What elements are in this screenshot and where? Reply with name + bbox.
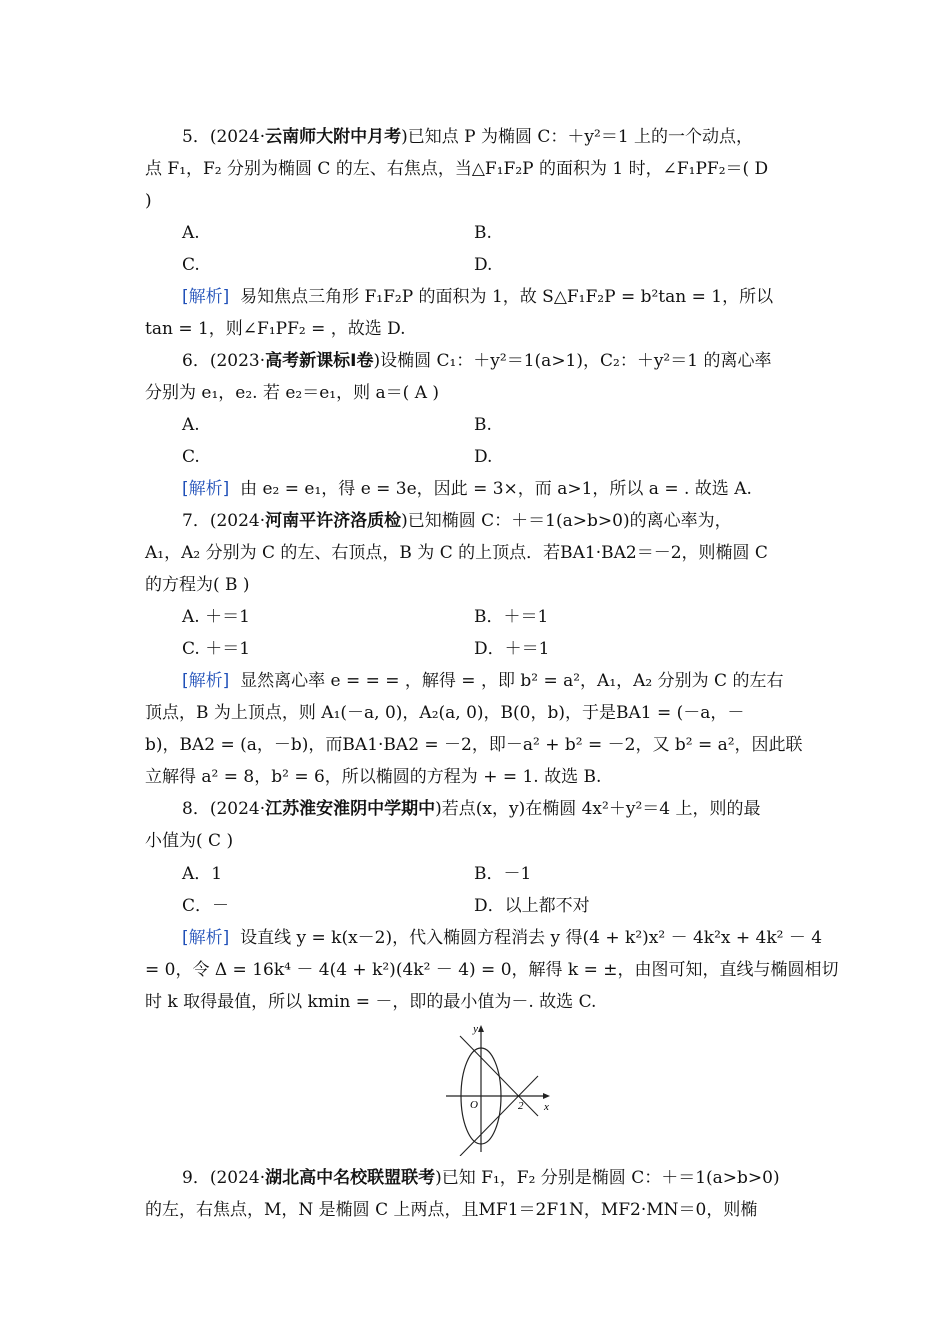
q7-solution-label: [解析] — [182, 671, 230, 691]
q5-stem-text: )已知点 P 为椭圆 C：＋y²＝1 上的一个动点， — [401, 127, 754, 147]
q7-option-d: D．＋＝1 — [474, 639, 550, 659]
q8-option-b: B．－1 — [474, 864, 532, 884]
q8-stem-line-2: 小值为( C ) — [145, 831, 234, 851]
q7-option-b: B．＋＝1 — [474, 607, 549, 627]
q6-stem-line-2: 分别为 e₁，e₂. 若 e₂＝e₁，则 a＝( A ) — [145, 383, 440, 403]
q7-number: 7．(2024· — [182, 511, 266, 531]
q8-number: 8．(2024· — [182, 799, 266, 819]
q9-stem-line-2: 的左，右焦点，M，N 是椭圆 C 上两点，且MF1＝2F1N，MF2·MN＝0，则椭 — [145, 1200, 758, 1220]
q9-stem-text: )已知 F₁，F₂ 分别是椭圆 C：＋＝1(a>b>0) — [435, 1168, 780, 1188]
x-axis-arrow-icon — [543, 1093, 550, 1099]
q5-source: 云南师大附中月考 — [265, 127, 402, 147]
y-axis-arrow-icon — [478, 1025, 484, 1032]
q8-source: 江苏淮安淮阴中学期中 — [265, 799, 436, 819]
q7-source: 河南平许济洛质检 — [265, 511, 402, 531]
q6-solution-line-1 — [182, 478, 847, 500]
q6-solution-text: 由 e₂ = e₁，得 e = 3e，因此 = 3×，而 a>1，所以 a = . 故选 A. — [240, 479, 752, 499]
q9-stem-line-1 — [182, 1167, 847, 1189]
q6-option-a: A. — [182, 415, 200, 435]
q9-number: 9．(2024· — [182, 1168, 266, 1188]
q5-solution-text: 易知焦点三角形 F₁F₂P 的面积为 1，故 S△F₁F₂P = b²tan = 1，所以 — [240, 287, 774, 307]
q5-stem-line-3: ) — [145, 191, 152, 211]
q8-solution-text: 设直线 y = k(x－2)，代入椭圆方程消去 y 得(4 + k²)x² － 4k²x + 4k² － 4 — [240, 928, 823, 948]
q5-option-a: A. — [182, 223, 200, 243]
q9-source: 湖北高中名校联盟联考 — [265, 1168, 436, 1188]
q6-option-d: D. — [474, 447, 493, 467]
q7-option-a: A. ＋＝1 — [182, 607, 250, 627]
q5-solution-label: [解析] — [182, 287, 230, 307]
q7-stem-line-1 — [182, 510, 847, 532]
q5-number: 5．(2024· — [182, 127, 266, 147]
q7-solution-line-4: 立解得 a² = 8，b² = 6，所以椭圆的方程为 + = 1. 故选 B. — [145, 767, 602, 787]
q6-option-c: C. — [182, 447, 200, 467]
q8-solution-line-1 — [182, 927, 847, 949]
origin-label: O — [470, 1099, 478, 1111]
q7-option-c: C. ＋＝1 — [182, 639, 251, 659]
q8-option-a: A．1 — [182, 864, 223, 884]
q7-solution-line-2: 顶点，B 为上顶点，则 A₁(－a, 0)，A₂(a, 0)，B(0，b)，于是BA1 = (－a，－ — [145, 703, 745, 723]
q8-solution-line-3: 时 k 取得最值，所以 kmin = －，即的最小值为－. 故选 C. — [145, 992, 597, 1012]
q8-option-c: C．－ — [182, 896, 230, 916]
q8-solution-label: [解析] — [182, 928, 230, 948]
q6-number: 6．(2023· — [182, 351, 266, 371]
q5-solution-line-2: tan = 1，则∠F₁PF₂ = ，故选 D. — [145, 319, 406, 339]
q7-solution-line-1 — [182, 670, 847, 692]
q5-option-b: B. — [474, 223, 492, 243]
q8-stem-line-1 — [182, 798, 847, 820]
q7-solution-text: 显然离心率 e = = = ，解得 = ，即 b² = a²，A₁，A₂ 分别为 C 的左右 — [240, 671, 784, 691]
q6-solution-label: [解析] — [182, 479, 230, 499]
q8-stem-text: )若点(x，y)在椭圆 4x²＋y²＝4 上，则的最 — [435, 799, 761, 819]
q6-stem-text: )设椭圆 C₁：＋y²＝1(a>1)，C₂：＋y²＝1 的离心率 — [373, 351, 772, 371]
q7-stem-text: )已知椭圆 C：＋＝1(a>b>0)的离心率为， — [401, 511, 732, 531]
q8-ellipse-tangent-figure — [440, 1020, 555, 1156]
x-axis-label: x — [544, 1101, 549, 1113]
tangent-line-lower — [460, 1076, 538, 1156]
q5-solution-line-1 — [182, 286, 847, 308]
q5-option-c: C. — [182, 255, 200, 275]
q5-stem-line-1 — [182, 126, 847, 148]
q8-option-d: D．以上都不对 — [474, 896, 590, 916]
q6-option-b: B. — [474, 415, 492, 435]
q7-stem-line-3: 的方程为( B ) — [145, 575, 250, 595]
q6-source: 高考新课标Ⅰ卷 — [265, 351, 374, 371]
point-two-label: 2 — [518, 1100, 524, 1112]
q6-stem-line-1 — [182, 350, 847, 372]
q7-stem-line-2: A₁，A₂ 分别为 C 的左、右顶点，B 为 C 的上顶点．若BA1·BA2＝－2，则椭圆 C — [145, 543, 768, 563]
q7-solution-line-3: b)，BA2 = (a，－b)，而BA1·BA2 = －2，即－a² + b² = －2，又 b² = a²，因此联 — [145, 735, 803, 755]
y-axis-label: y — [473, 1023, 478, 1035]
q8-solution-line-2: = 0，令 Δ = 16k⁴ － 4(4 + k²)(4k² － 4) = 0，解得 k = ±，由图可知，直线与椭圆相切 — [145, 960, 839, 980]
q5-stem-line-2: 点 F₁，F₂ 分别为椭圆 C 的左、右焦点，当△F₁F₂P 的面积为 1 时，∠F₁PF₂＝( D — [145, 159, 769, 179]
q5-option-d: D. — [474, 255, 493, 275]
